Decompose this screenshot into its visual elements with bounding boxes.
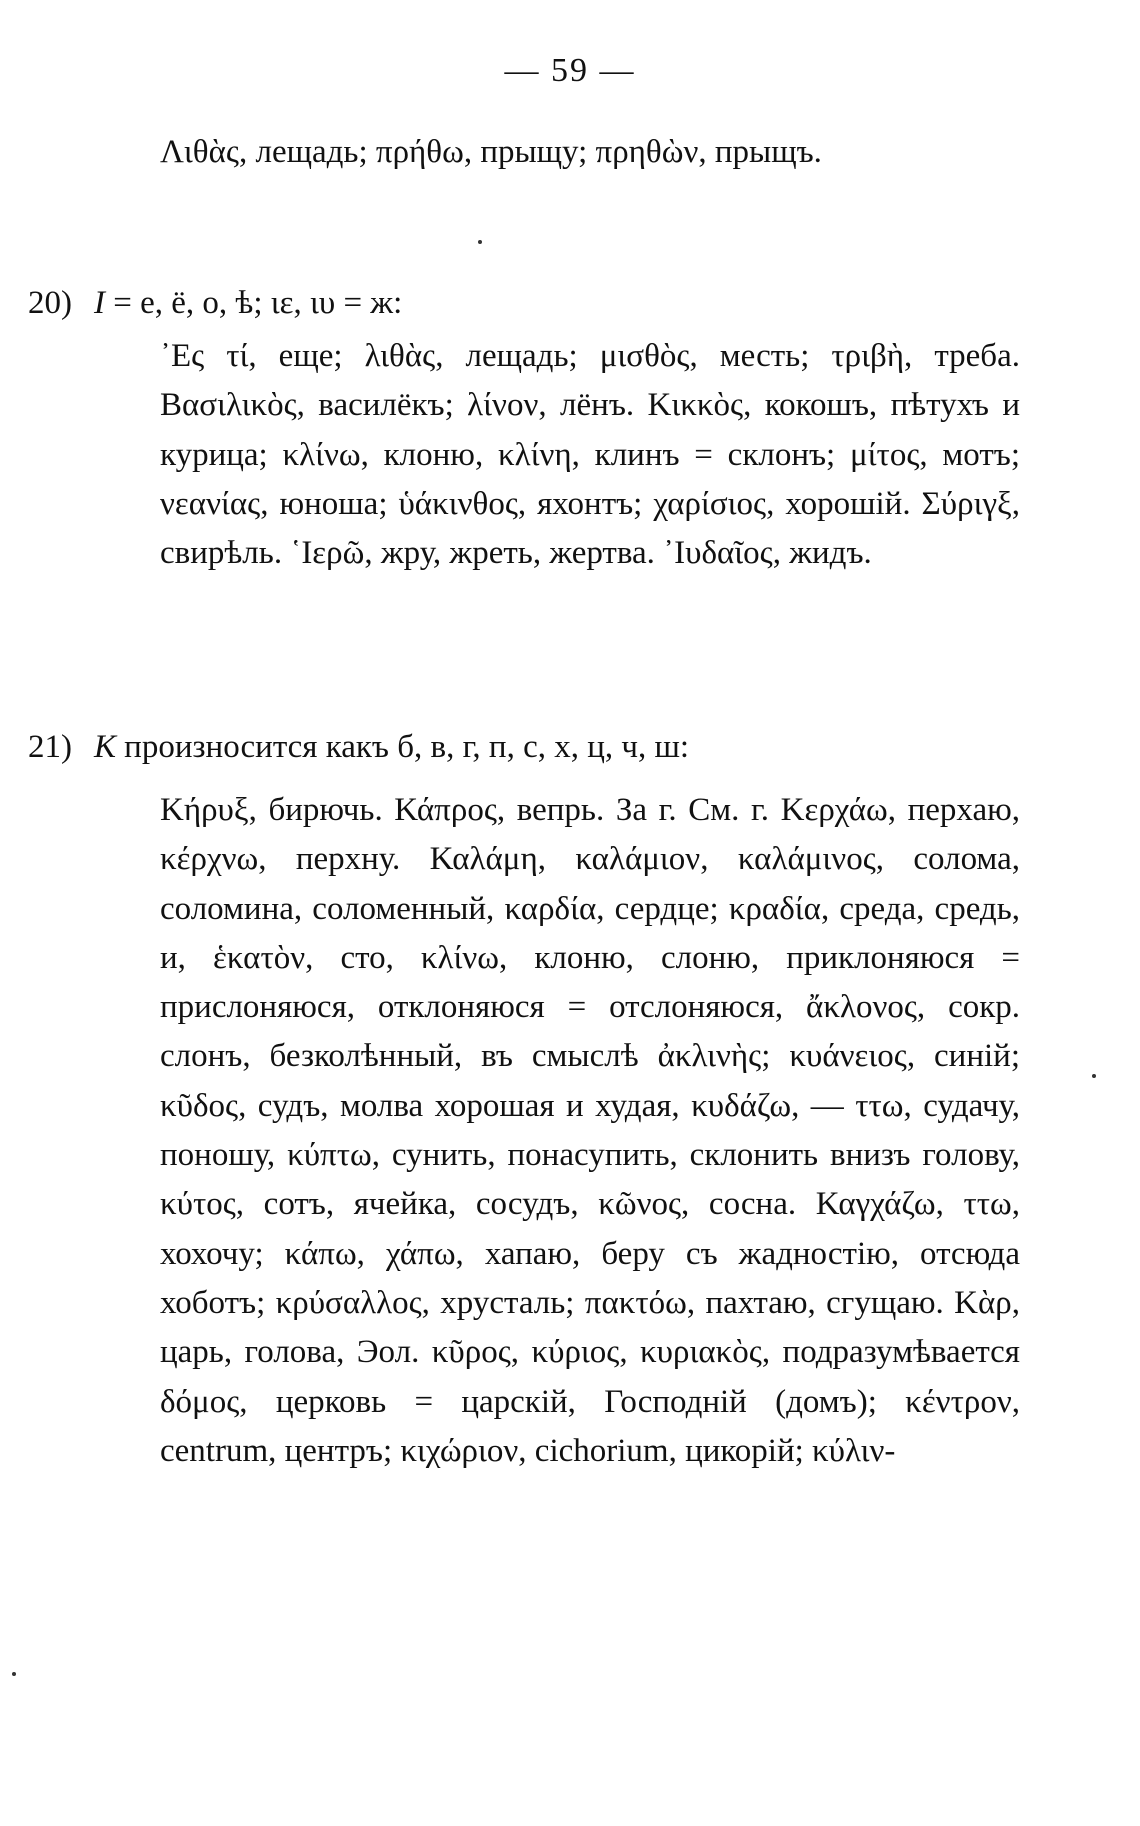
section-20-letter: Ι	[94, 285, 105, 321]
section-20-number: 20)	[28, 285, 72, 321]
section-21-body: Κήρυξ, бирючь. Κάπρος, вепрь. За г. См. г. Κερχάω, перхаю, κέρχνω, перхну. Καλάμη, καλάμιον, καλάμινος, солома, соломина, соломенный, καρδία, сердце; κραδία, среда, средь, и, ἑκατὸν, сто, κλίνω, клоню, слоню, приклоняюся = прислоняюся, отклоняюся = отслоняюся, ἄκλονος, сокр. слонъ, безколѣнный, въ смыслѣ ἀκλινὴς; κυάνειος, синій; κῦδος, судъ, молва хорошая и худая, κυδάζω, — ττω, судачу, поношу, κύπτω, сунить, понасупить, склонить внизъ голову, κύτος, сотъ, ячейка, сосудъ, κῶνος, сосна. Καγχάζω, ττω, хохочу; κάπω, χάπω, хапаю, беру съ жадностію, отсюда хоботъ; κρύσαλλος, хрусталь; πακτόω, пахтаю, сгущаю. Κὰρ, царь, голова, Эол. κῦρος, κύριος, κυριακὸς, подразумѣвается δόμος, церковь = царскій, Господній (домъ); κέντρον, centrum, центръ; κιχώριον, cichorium, цикорій; κύλιν-	[160, 792, 1020, 1469]
section-21-number: 21)	[28, 729, 72, 765]
section-21-rule: произносится какъ б, в, г, п, с, х, ц, ч, ш:	[124, 729, 690, 765]
section-21-heading	[28, 722, 1020, 772]
section-20-body: ᾿Ες τί, еще; λιθὰς, лещадь; μισθὸς, месть; τριβὴ, треба. Βασιλικὸς, василёкъ; λίνον, лёнъ. Κικκὸς, кокошъ, пѣтухъ и курица; κλίνω, клоню, κλίνη, клинъ = склонъ; μίτος, мотъ; νεανίας, юноша; ὑάκινθος, яхонтъ; χαρίσιος, хорошій. Σύριγξ, свирѣль. ῾Ιερῶ, жру, жреть, жертва. ᾿Ιυδαῖος, жидъ.	[160, 338, 1020, 572]
print-speck	[12, 1672, 16, 1676]
page-number: — 59 —	[504, 52, 636, 89]
intro-paragraph: Λιθὰς, лещадь; πρήθω, прыщу; πρηθὼν, прыщъ.	[160, 134, 822, 170]
section-21-letter: К	[94, 729, 116, 765]
section-20-heading	[28, 278, 1020, 328]
print-speck	[1092, 1074, 1096, 1078]
print-speck	[478, 240, 482, 244]
section-20-rule: = е, ё, о, ѣ; ιε, ιυ = ж:	[113, 285, 403, 321]
